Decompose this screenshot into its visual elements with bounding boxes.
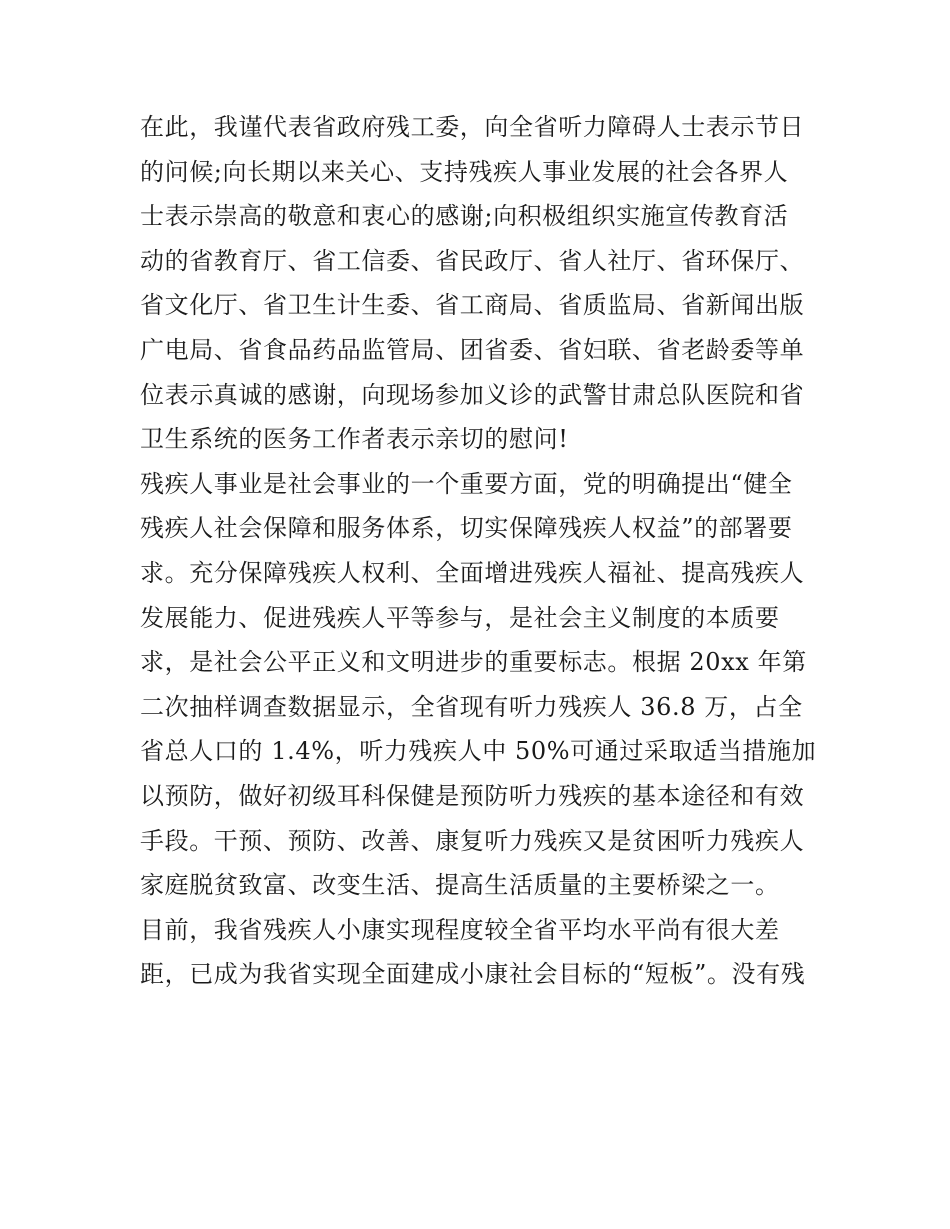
text-line: 位表示真诚的感谢，向现场参加义诊的武警甘肃总队医院和省 xyxy=(140,380,805,409)
text-line: 距，已成为我省实现全面建成小康社会目标的“短板”。没有残 xyxy=(140,960,806,989)
text-line: 省文化厅、省卫生计生委、省工商局、省质监局、省新闻出版 xyxy=(140,291,805,320)
text-line: 目前，我省残疾人小康实现程度较全省平均水平尚有很大差 xyxy=(140,915,780,944)
text-line: 求。充分保障残疾人权利、全面增进残疾人福祉、提高残疾人 xyxy=(140,558,805,587)
text-line: 家庭脱贫致富、改变生活、提高生活质量的主要桥梁之一。 xyxy=(140,871,780,900)
text-line: 的问候;向长期以来关心、支持残疾人事业发展的社会各界人 xyxy=(140,157,789,186)
text-line: 广电局、省食品药品监管局、团省委、省妇联、省老龄委等单 xyxy=(140,335,805,364)
text-line: 士表示崇高的敬意和衷心的感谢;向积极组织实施宣传教育活 xyxy=(140,202,789,231)
paragraph-3 xyxy=(140,908,820,997)
document-page xyxy=(140,105,820,997)
text-line: 省总人口的 1.4%，听力残疾人中 50%可通过采取适当措施加 xyxy=(140,737,817,766)
text-line: 卫生系统的医务工作者表示亲切的慰问! xyxy=(140,425,569,454)
text-line: 手段。干预、预防、改善、康复听力残疾又是贫困听力残疾人 xyxy=(140,826,805,855)
text-line: 残疾人社会保障和服务体系，切实保障残疾人权益”的部署要 xyxy=(140,514,793,543)
text-line: 残疾人事业是社会事业的一个重要方面，党的明确提出“健全 xyxy=(140,469,793,498)
text-line: 发展能力、促进残疾人平等参与，是社会主义制度的本质要 xyxy=(140,603,780,632)
paragraph-1 xyxy=(140,105,820,462)
text-line: 求，是社会公平正义和文明进步的重要标志。根据 20xx 年第 xyxy=(140,648,807,677)
paragraph-2 xyxy=(140,462,820,908)
text-line: 在此，我谨代表省政府残工委，向全省听力障碍人士表示节日 xyxy=(140,113,805,141)
text-line: 动的省教育厅、省工信委、省民政厅、省人社厅、省环保厅、 xyxy=(140,246,805,275)
text-line: 以预防，做好初级耳科保健是预防听力残疾的基本途径和有效 xyxy=(140,781,805,810)
text-line: 二次抽样调查数据显示，全省现有听力残疾人 36.8 万，占全 xyxy=(140,692,803,721)
